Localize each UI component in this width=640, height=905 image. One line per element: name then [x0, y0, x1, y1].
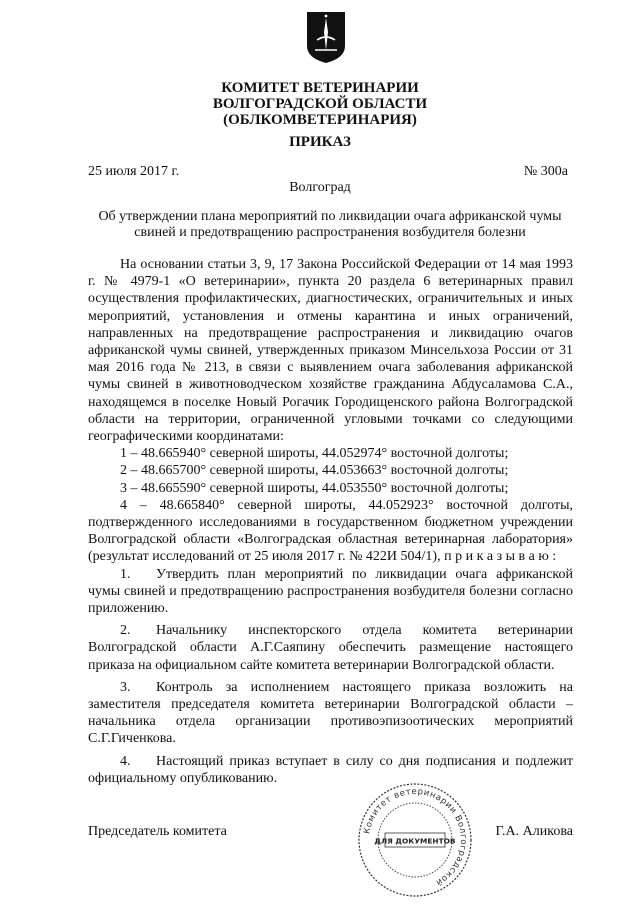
document-number: № 300а: [523, 164, 568, 179]
stamp-ring-text: Комитет ветеринарии Волгоградской: [362, 786, 469, 888]
order-item-text: Контроль за исполнением настоящего приказа возложить на заместителя председателя комитета ветеринарии Волгоградской области – начальника отдела организации противоэпизоотических мероприятий С.Г.Гиченкова.: [88, 679, 573, 747]
document-type: ПРИКАЗ: [289, 134, 351, 150]
committee-name-line1: КОМИТЕТ ВЕТЕРИНАРИИ: [221, 80, 419, 96]
coordinate-point-3: 3 – 48.665590° северной широты, 44.053550° восточной долготы;: [120, 480, 509, 496]
order-item-number: 4.: [120, 753, 131, 769]
document-subject: Об утверждении плана мероприятий по ликвидации очага африканской чумы свиней и предотвращению распространения возбудителя болезни: [98, 209, 562, 240]
committee-abbreviation: (ОБЛКОМВЕТЕРИНАРИЯ): [223, 112, 417, 128]
order-item-text: Настоящий приказ вступает в силу со дня подписания и подлежит официальному опубликованию.: [88, 753, 573, 786]
document-date: 25 июля 2017 г.: [88, 164, 180, 179]
signatory-name: Г.А. Аликова: [495, 824, 573, 839]
order-item-2: [88, 622, 573, 674]
stamp-center-text: ДЛЯ ДОКУМЕНТОВ: [374, 836, 456, 846]
coordinate-point-2: 2 – 48.665700° северной широты, 44.053663° восточной долготы;: [120, 463, 509, 479]
document-city: Волгоград: [289, 180, 351, 195]
coat-of-arms-icon: [305, 10, 347, 64]
order-item-4: [88, 753, 573, 787]
order-item-number: 3.: [120, 679, 131, 695]
order-item-number: 2.: [120, 623, 131, 639]
coordinate-point-4: 4 – 48.665840° северной широты, 44.052923° восточной долготы, подтвержденного исследованиями в государственном бюджетном учреждении Волгоградской области «Волгоградская областная ветеринарная лаборатория» (результат исследований от 25 июля 2017 г. № 422И 504/1), п р и к а з ы в а ю :: [88, 497, 573, 565]
order-item-1: [88, 566, 573, 618]
committee-name-line2: ВОЛГОГРАДСКОЙ ОБЛАСТИ: [212, 96, 428, 112]
order-item-text: Начальнику инспекторского отдела комитета ветеринарии Волгоградской области А.Г.Саяпину обеспечить размещение настоящего приказа на официальном сайте комитета ветеринарии Волгоградской области.: [88, 623, 573, 673]
coordinate-point-1: 1 – 48.665940° северной широты, 44.052974° восточной долготы;: [120, 446, 509, 462]
official-stamp-icon: [355, 780, 475, 900]
order-item-number: 1.: [120, 566, 131, 582]
document-body: [88, 256, 573, 787]
signatory-position: Председатель комитета: [88, 824, 227, 839]
order-item-3: [88, 679, 573, 748]
order-item-text: Утвердить план мероприятий по ликвидации очага африканской чумы свиней и предотвращению распространения возбудителя болезни согласно приложению.: [88, 566, 573, 617]
preamble-paragraph: На основании статьи 3, 9, 17 Закона Российской Федерации от 14 мая 1993 г. № 4979-1 «О ветеринарии», пункта 20 раздела 6 ветеринарных правил осуществления профилактических, диагностических, ограничительных и иных мероприятий, установления и отмены карантина и иных ограничений, направленных на предотвращение распространения и ликвидацию очагов африканской чумы свиней, утвержденных приказом Минсельхоза России от 31 мая 2016 года № 213, в связи с выявлением очага заболевания африканской чумы свиней в животноводческом хозяйстве гражданина Абдусаламова С.А., находящемся в поселке Новый Рогачик Городищенского района Волгоградской области на территории, ограниченной угловыми точками со следующими географическими координатами:: [88, 257, 573, 445]
